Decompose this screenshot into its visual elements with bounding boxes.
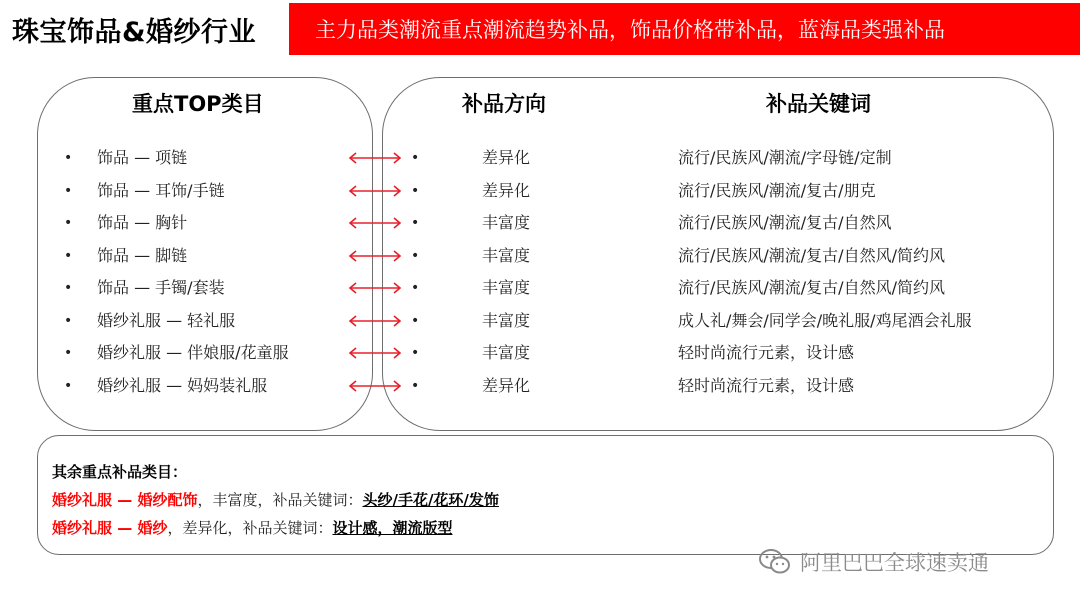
double-arrow-icon [347, 281, 403, 295]
row-category: 饰品 — 耳饰/手链 [97, 181, 225, 200]
row-bullet-right: • [411, 248, 420, 264]
row-direction: 差异化 [482, 181, 531, 200]
column-heading-category: 重点TOP类目 [132, 92, 264, 116]
row-keywords: 流行/民族风/潮流/复古/自然风 [678, 213, 892, 232]
row-keywords: 成人礼/舞会/同学会/晚礼服/鸡尾酒会礼服 [678, 311, 972, 330]
row-category: 婚纱礼服 — 伴娘服/花童服 [97, 343, 289, 362]
row-bullet-right: • [411, 280, 420, 296]
watermark [758, 545, 989, 579]
row-direction: 丰富度 [482, 311, 531, 330]
double-arrow-icon [347, 379, 403, 393]
row-category: 饰品 — 胸针 [97, 213, 188, 232]
row-keywords: 轻时尚流行元素，设计感 [678, 343, 855, 362]
other-line-1-keywords: 头纱/手花/花环/发饰 [362, 491, 499, 509]
row-bullet-left: • [64, 313, 73, 329]
row-direction: 差异化 [482, 148, 531, 167]
row-keywords: 轻时尚流行元素，设计感 [678, 376, 855, 395]
row-direction: 丰富度 [482, 213, 531, 232]
other-line-2-text: ，差异化，补品关键词： [167, 519, 333, 537]
row-bullet-left: • [64, 378, 73, 394]
page-title: 珠宝饰品&婚纱行业 [12, 16, 257, 48]
row-bullet-right: • [411, 150, 420, 166]
row-keywords: 流行/民族风/潮流/复古/自然风/简约风 [678, 278, 945, 297]
row-category: 婚纱礼服 — 轻礼服 [97, 311, 236, 330]
row-bullet-right: • [411, 215, 420, 231]
double-arrow-icon [347, 216, 403, 230]
other-categories-heading: 其余重点补品类目： [52, 463, 188, 481]
row-keywords: 流行/民族风/潮流/复古/朋克 [678, 181, 876, 200]
row-direction: 丰富度 [482, 343, 531, 362]
row-bullet-left: • [64, 345, 73, 361]
row-bullet-left: • [64, 183, 73, 199]
row-bullet-left: • [64, 280, 73, 296]
row-category: 饰品 — 脚链 [97, 246, 188, 265]
other-categories [52, 458, 499, 542]
row-direction: 丰富度 [482, 246, 531, 265]
wechat-icon [758, 548, 792, 576]
row-direction: 丰富度 [482, 278, 531, 297]
double-arrow-icon [347, 151, 403, 165]
row-bullet-right: • [411, 183, 420, 199]
other-line-1-text: ，丰富度，补品关键词： [197, 491, 363, 509]
other-line-1 [52, 486, 499, 514]
double-arrow-icon [347, 249, 403, 263]
row-keywords: 流行/民族风/潮流/复古/自然风/简约风 [678, 246, 945, 265]
double-arrow-icon [347, 346, 403, 360]
row-bullet-left: • [64, 215, 73, 231]
other-line-2-category: 婚纱礼服 — 婚纱 [52, 519, 168, 537]
row-direction: 差异化 [482, 376, 531, 395]
row-category: 饰品 — 手镯/套装 [97, 278, 225, 297]
double-arrow-icon [347, 314, 403, 328]
watermark-text: 阿里巴巴全球速卖通 [800, 551, 989, 575]
row-bullet-left: • [64, 248, 73, 264]
row-bullet-right: • [411, 313, 420, 329]
row-bullet-left: • [64, 150, 73, 166]
row-category: 婚纱礼服 — 妈妈装礼服 [97, 376, 268, 395]
header-banner: 主力品类潮流重点潮流趋势补品，饰品价格带补品，蓝海品类强补品 [289, 3, 1080, 55]
column-heading-direction: 补品方向 [462, 92, 546, 116]
row-category: 饰品 — 项链 [97, 148, 188, 167]
row-bullet-right: • [411, 378, 420, 394]
other-line-2 [52, 514, 499, 542]
other-line-1-category: 婚纱礼服 — 婚纱配饰 [52, 491, 198, 509]
row-keywords: 流行/民族风/潮流/字母链/定制 [678, 148, 892, 167]
column-heading-keywords: 补品关键词 [766, 92, 871, 116]
other-line-2-keywords: 设计感，潮流版型 [332, 519, 453, 537]
row-bullet-right: • [411, 345, 420, 361]
double-arrow-icon [347, 184, 403, 198]
